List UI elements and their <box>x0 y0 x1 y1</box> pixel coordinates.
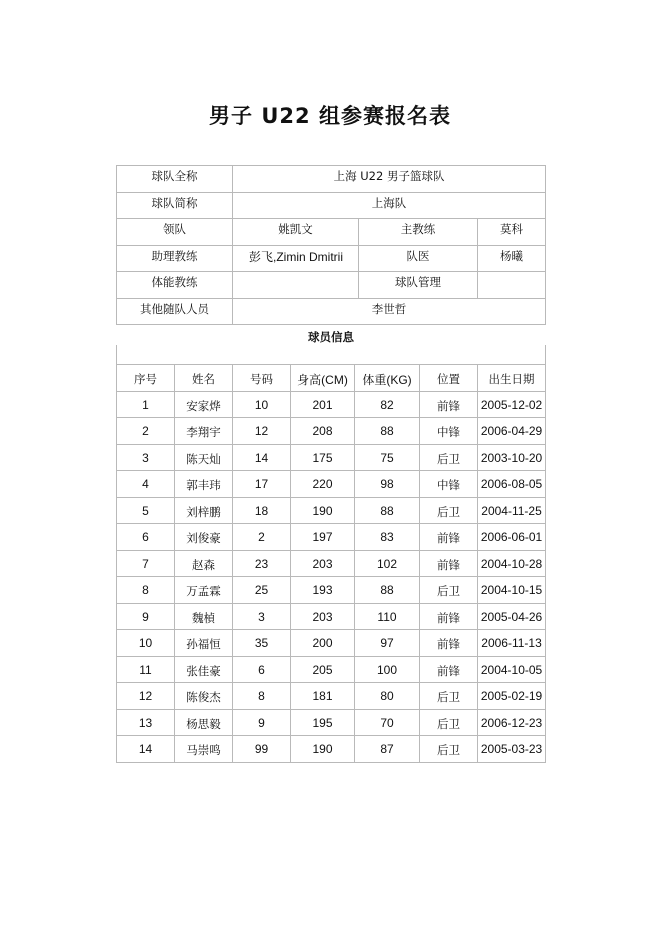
player-position: 后卫 <box>420 683 478 710</box>
player-weight: 88 <box>355 418 420 445</box>
table-row <box>117 418 546 445</box>
player-position: 后卫 <box>420 577 478 604</box>
player-height: 200 <box>291 630 355 657</box>
player-index: 12 <box>117 683 175 710</box>
other-staff-row <box>117 298 546 325</box>
player-name: 刘俊豪 <box>175 524 233 551</box>
table-row <box>117 603 546 630</box>
team-info-table <box>116 165 546 325</box>
player-height: 190 <box>291 736 355 763</box>
team-manager-label: 球队管理 <box>359 272 478 299</box>
player-number: 3 <box>233 603 291 630</box>
player-weight: 70 <box>355 709 420 736</box>
player-number: 35 <box>233 630 291 657</box>
players-section-title: 球员信息 <box>117 326 546 346</box>
player-height: 193 <box>291 577 355 604</box>
table-row <box>117 683 546 710</box>
player-height: 197 <box>291 524 355 551</box>
player-name: 安家烨 <box>175 391 233 418</box>
player-name: 孙福恒 <box>175 630 233 657</box>
table-row <box>117 709 546 736</box>
doctor-value: 杨曦 <box>478 245 546 272</box>
player-birthdate: 2005-04-26 <box>478 603 546 630</box>
col-header-height: 身高(CM) <box>291 365 355 392</box>
players-section-row <box>117 345 546 365</box>
player-number: 99 <box>233 736 291 763</box>
player-name: 赵森 <box>175 550 233 577</box>
player-position: 后卫 <box>420 709 478 736</box>
player-birthdate: 2003-10-20 <box>478 444 546 471</box>
fitness-coach-label: 体能教练 <box>117 272 233 299</box>
player-birthdate: 2004-11-25 <box>478 497 546 524</box>
player-position: 前锋 <box>420 391 478 418</box>
player-index: 7 <box>117 550 175 577</box>
player-name: 马崇鸣 <box>175 736 233 763</box>
player-index: 2 <box>117 418 175 445</box>
page-title: 男子 U22 组参赛报名表 <box>209 104 451 128</box>
player-birthdate: 2004-10-15 <box>478 577 546 604</box>
player-weight: 88 <box>355 497 420 524</box>
col-header-position: 位置 <box>420 365 478 392</box>
player-index: 6 <box>117 524 175 551</box>
player-birthdate: 2006-06-01 <box>478 524 546 551</box>
player-weight: 87 <box>355 736 420 763</box>
player-weight: 97 <box>355 630 420 657</box>
player-index: 4 <box>117 471 175 498</box>
player-position: 前锋 <box>420 630 478 657</box>
table-row <box>117 524 546 551</box>
player-weight: 83 <box>355 524 420 551</box>
team-manager-value <box>478 272 546 299</box>
player-height: 203 <box>291 603 355 630</box>
player-number: 10 <box>233 391 291 418</box>
player-name: 陈天灿 <box>175 444 233 471</box>
player-position: 中锋 <box>420 471 478 498</box>
player-position: 前锋 <box>420 603 478 630</box>
player-index: 13 <box>117 709 175 736</box>
team-short-name-row <box>117 192 546 219</box>
player-number: 8 <box>233 683 291 710</box>
player-weight: 80 <box>355 683 420 710</box>
player-number: 2 <box>233 524 291 551</box>
assistant-coach-row <box>117 245 546 272</box>
player-number: 14 <box>233 444 291 471</box>
player-height: 201 <box>291 391 355 418</box>
player-birthdate: 2006-12-23 <box>478 709 546 736</box>
player-position: 前锋 <box>420 656 478 683</box>
table-row <box>117 736 546 763</box>
leader-value: 姚凯文 <box>233 219 359 246</box>
player-birthdate: 2005-02-19 <box>478 683 546 710</box>
player-index: 5 <box>117 497 175 524</box>
player-name: 杨思毅 <box>175 709 233 736</box>
fitness-coach-row <box>117 272 546 299</box>
player-birthdate: 2006-04-29 <box>478 418 546 445</box>
player-birthdate: 2006-11-13 <box>478 630 546 657</box>
head-coach-label: 主教练 <box>359 219 478 246</box>
player-position: 中锋 <box>420 418 478 445</box>
player-birthdate: 2006-08-05 <box>478 471 546 498</box>
player-weight: 88 <box>355 577 420 604</box>
table-row <box>117 391 546 418</box>
player-height: 205 <box>291 656 355 683</box>
doctor-label: 队医 <box>359 245 478 272</box>
head-coach-value: 莫科 <box>478 219 546 246</box>
player-position: 后卫 <box>420 497 478 524</box>
player-number: 17 <box>233 471 291 498</box>
player-height: 220 <box>291 471 355 498</box>
player-position: 前锋 <box>420 550 478 577</box>
player-position: 后卫 <box>420 444 478 471</box>
player-height: 195 <box>291 709 355 736</box>
other-staff-label: 其他随队人员 <box>117 298 233 325</box>
player-name: 万孟霖 <box>175 577 233 604</box>
player-number: 18 <box>233 497 291 524</box>
team-full-name-row <box>117 166 546 193</box>
roster-body <box>117 391 546 762</box>
assistant-coach-value: 彭飞,Zimin Dmitrii <box>233 245 359 272</box>
player-name: 陈俊杰 <box>175 683 233 710</box>
player-weight: 82 <box>355 391 420 418</box>
player-index: 14 <box>117 736 175 763</box>
player-number: 23 <box>233 550 291 577</box>
player-weight: 98 <box>355 471 420 498</box>
player-index: 9 <box>117 603 175 630</box>
col-header-weight: 体重(KG) <box>355 365 420 392</box>
fitness-coach-value <box>233 272 359 299</box>
table-row <box>117 630 546 657</box>
leader-row <box>117 219 546 246</box>
team-full-name-label: 球队全称 <box>117 166 233 193</box>
player-index: 11 <box>117 656 175 683</box>
player-height: 175 <box>291 444 355 471</box>
team-short-name-label: 球队简称 <box>117 192 233 219</box>
player-position: 后卫 <box>420 736 478 763</box>
table-row <box>117 577 546 604</box>
player-number: 9 <box>233 709 291 736</box>
table-row <box>117 444 546 471</box>
player-weight: 110 <box>355 603 420 630</box>
player-name: 刘梓鹏 <box>175 497 233 524</box>
col-header-name: 姓名 <box>175 365 233 392</box>
table-row <box>117 471 546 498</box>
team-short-name-value: 上海队 <box>233 192 546 219</box>
player-name: 魏楨 <box>175 603 233 630</box>
col-header-birthdate: 出生日期 <box>478 365 546 392</box>
player-name: 郭丰玮 <box>175 471 233 498</box>
player-index: 3 <box>117 444 175 471</box>
team-full-name-value: 上海 U22 男子篮球队 <box>233 166 546 193</box>
roster-header-row <box>117 365 546 392</box>
table-row <box>117 656 546 683</box>
player-index: 10 <box>117 630 175 657</box>
player-roster-table <box>116 330 546 763</box>
table-row <box>117 497 546 524</box>
player-position: 前锋 <box>420 524 478 551</box>
player-height: 190 <box>291 497 355 524</box>
player-number: 25 <box>233 577 291 604</box>
player-height: 203 <box>291 550 355 577</box>
col-header-index: 序号 <box>117 365 175 392</box>
player-number: 6 <box>233 656 291 683</box>
player-height: 208 <box>291 418 355 445</box>
player-name: 张佳豪 <box>175 656 233 683</box>
assistant-coach-label: 助理教练 <box>117 245 233 272</box>
player-name: 李翔宇 <box>175 418 233 445</box>
player-weight: 100 <box>355 656 420 683</box>
player-height: 181 <box>291 683 355 710</box>
player-weight: 102 <box>355 550 420 577</box>
player-number: 12 <box>233 418 291 445</box>
player-index: 8 <box>117 577 175 604</box>
table-row <box>117 550 546 577</box>
player-birthdate: 2005-12-02 <box>478 391 546 418</box>
player-birthdate: 2005-03-23 <box>478 736 546 763</box>
other-staff-value: 李世哲 <box>233 298 546 325</box>
col-header-number: 号码 <box>233 365 291 392</box>
leader-label: 领队 <box>117 219 233 246</box>
player-weight: 75 <box>355 444 420 471</box>
player-birthdate: 2004-10-05 <box>478 656 546 683</box>
player-birthdate: 2004-10-28 <box>478 550 546 577</box>
player-index: 1 <box>117 391 175 418</box>
